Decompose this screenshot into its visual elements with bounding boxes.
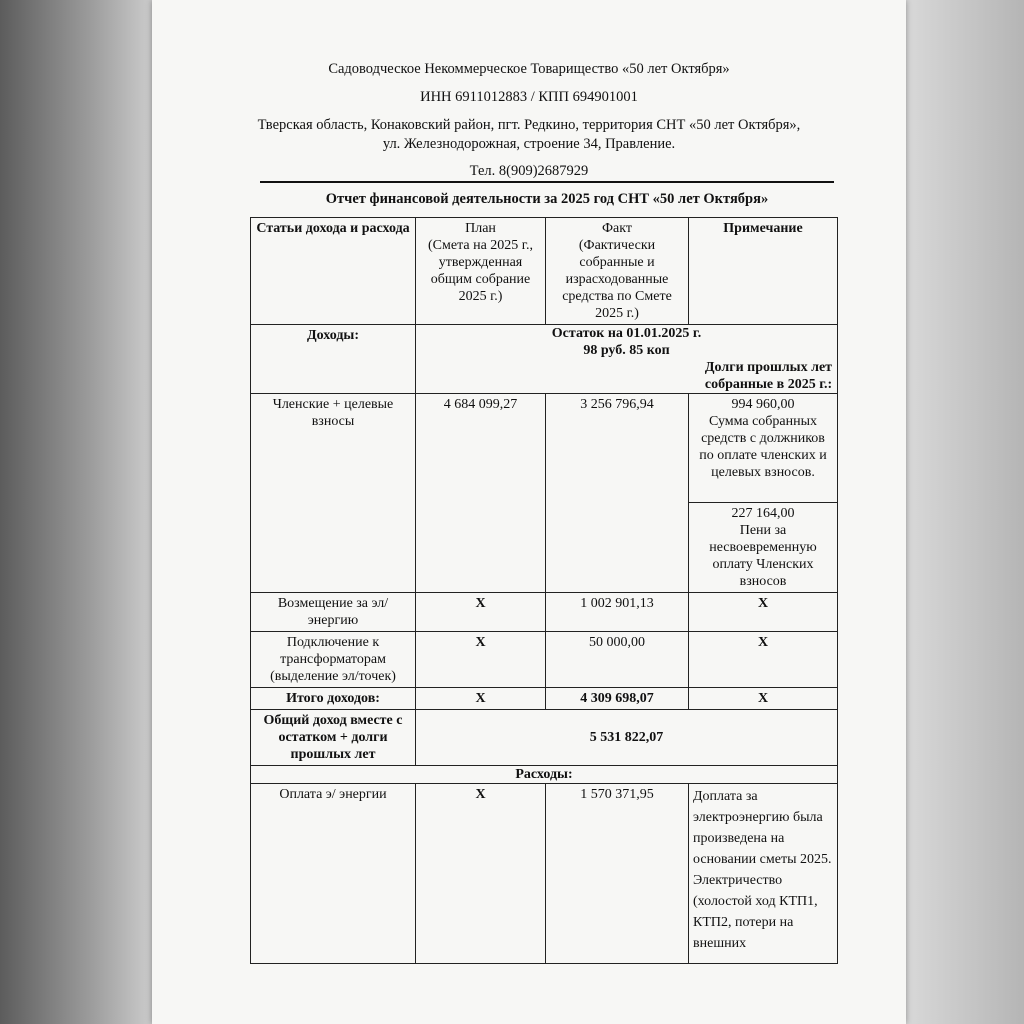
total-income-plan: Х xyxy=(416,688,546,710)
members-plan: 4 684 099,27 xyxy=(416,394,546,593)
refund-plan: Х xyxy=(416,593,546,632)
report-title: Отчет финансовой деятельности за 2025 год СНТ «50 лет Октября» xyxy=(325,191,769,207)
penalty-text: Пени за несвоевременную оплату Членских взносов xyxy=(709,523,817,589)
col-header-items: Статьи дохода и расхода xyxy=(251,218,416,325)
table-row-total-income xyxy=(251,688,838,710)
members-note-1 xyxy=(689,394,838,503)
balance-line-2: 98 руб. 85 коп xyxy=(583,343,670,358)
total-income-name: Итого доходов: xyxy=(251,688,416,710)
table-row-electricity-refund xyxy=(251,593,838,632)
document-page xyxy=(152,0,906,1024)
debt-text: Сумма собранных средств с должников по оплате членских и целевых взносов. xyxy=(699,414,827,480)
expense-electricity-plan: Х xyxy=(416,784,546,964)
income-header-row xyxy=(251,325,838,394)
background-left xyxy=(0,0,160,1024)
expenses-header-row xyxy=(251,766,838,784)
penalty-amount: 227 164,00 xyxy=(731,506,795,521)
expense-electricity-name: Оплата э/ энергии xyxy=(251,784,416,964)
total-income-note: Х xyxy=(689,688,838,710)
expense-electricity-fact: 1 570 371,95 xyxy=(546,784,689,964)
header-divider xyxy=(260,181,834,183)
balance-cell xyxy=(416,325,838,394)
background-right xyxy=(894,0,1024,1024)
table-row-grand-total xyxy=(251,710,838,766)
expenses-label: Расходы: xyxy=(251,766,838,784)
members-note-2 xyxy=(689,503,838,593)
table-header-row xyxy=(251,218,838,325)
total-income-fact: 4 309 698,07 xyxy=(546,688,689,710)
grand-total-value: 5 531 822,07 xyxy=(416,710,838,766)
debts-header: Долги прошлых лет собранные в 2025 г.: xyxy=(704,360,833,392)
phone: Тел. 8(909)2687929 xyxy=(469,163,589,179)
grand-total-name: Общий доход вместе с остатком + долги прошлых лет xyxy=(251,710,416,766)
income-label: Доходы: xyxy=(251,325,416,394)
finance-table xyxy=(250,217,838,964)
address-line-2: ул. Железнодорожная, строение 34, Правление. xyxy=(382,136,676,152)
members-name: Членские + целевые взносы xyxy=(251,394,416,593)
table-row-members xyxy=(251,394,838,503)
members-fact: 3 256 796,94 xyxy=(546,394,689,593)
plan-subtitle: (Смета на 2025 г., утвержденная общим собрание 2025 г.) xyxy=(428,238,533,304)
col-header-fact xyxy=(546,218,689,325)
refund-fact: 1 002 901,13 xyxy=(546,593,689,632)
transformer-name: Подключение к трансформаторам (выделение эл/точек) xyxy=(251,632,416,688)
refund-note: Х xyxy=(689,593,838,632)
table-row-transformer xyxy=(251,632,838,688)
balance-line-1: Остаток на 01.01.2025 г. xyxy=(551,326,702,341)
transformer-plan: Х xyxy=(416,632,546,688)
plan-title: План xyxy=(465,221,496,236)
inn-kpp: ИНН 6911012883 / КПП 694901001 xyxy=(420,89,638,105)
org-name: Садоводческое Некоммерческое Товарищество «50 лет Октября» xyxy=(328,61,730,77)
col-header-plan xyxy=(416,218,546,325)
transformer-fact: 50 000,00 xyxy=(546,632,689,688)
expense-electricity-note: Доплата за электроэнергию была произведена на основании сметы 2025. Электричество (холостой ход КТП1, КТП2, потери на внешних xyxy=(689,784,838,964)
debt-amount: 994 960,00 xyxy=(731,397,795,412)
table-row-electricity-expense xyxy=(251,784,838,964)
refund-name: Возмещение за эл/энергию xyxy=(251,593,416,632)
fact-title: Факт xyxy=(601,221,632,236)
address-line-1: Тверская область, Конаковский район, пгт. Редкино, территория СНТ «50 лет Октября», xyxy=(257,117,801,133)
col-header-note: Примечание xyxy=(689,218,838,325)
transformer-note: Х xyxy=(689,632,838,688)
fact-subtitle: (Фактически собранные и израсходованные средства по Смете 2025 г.) xyxy=(562,238,672,321)
